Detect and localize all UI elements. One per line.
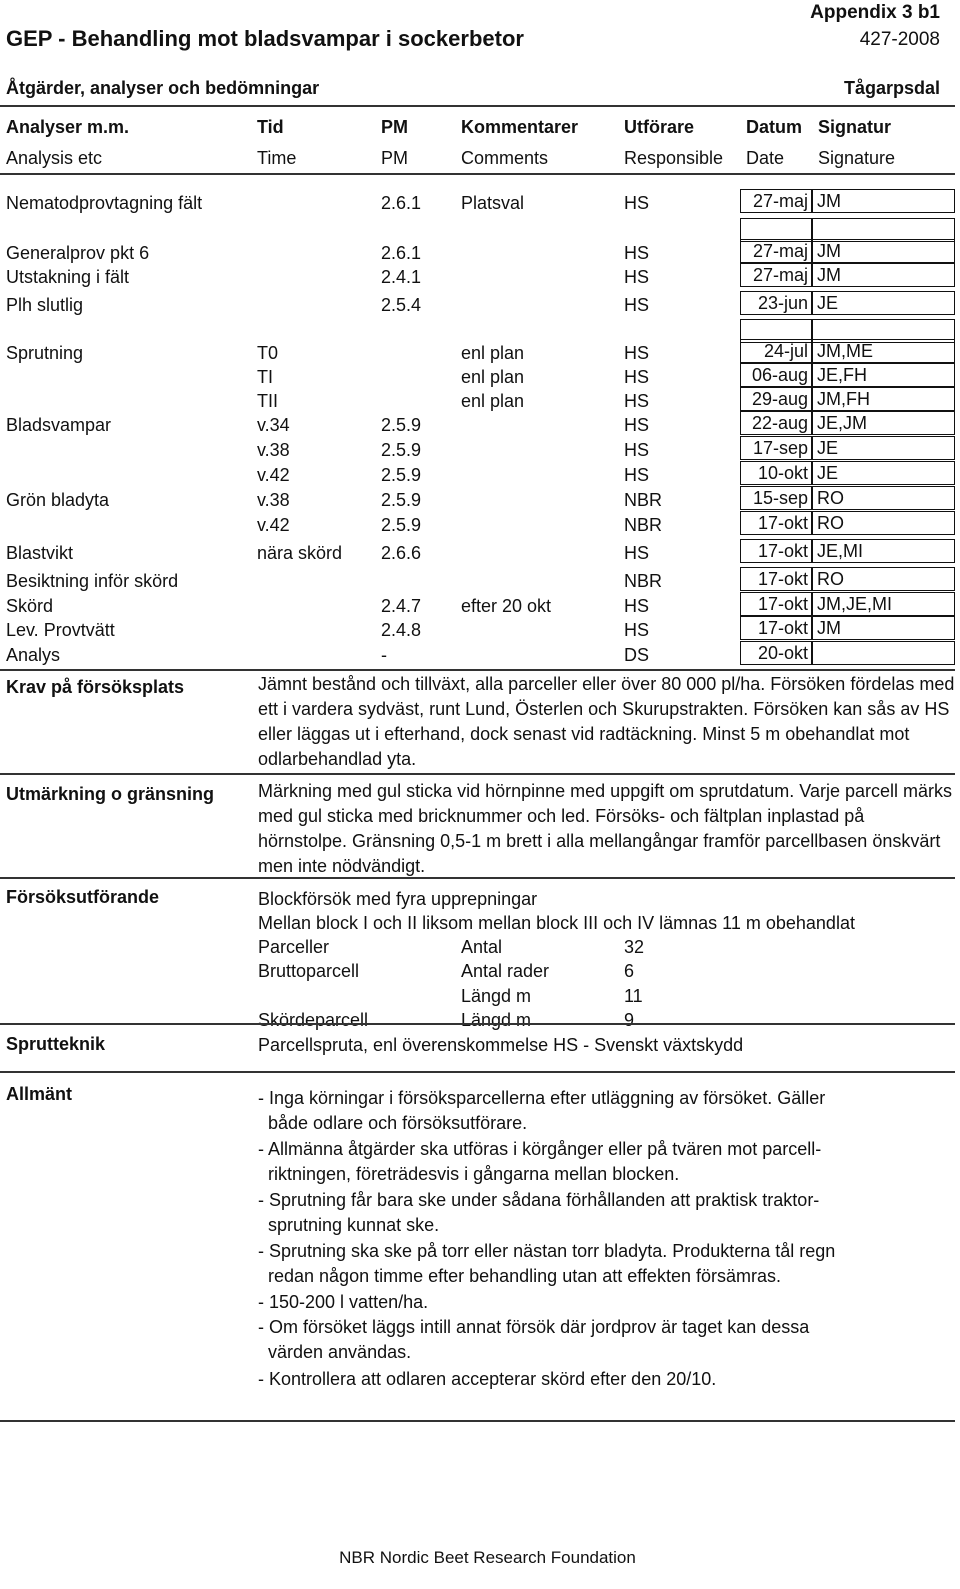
- cell-time: v.38: [257, 440, 290, 460]
- divider: [0, 105, 955, 107]
- cell-pm: 2.5.9: [381, 465, 422, 485]
- cell-signature: JM: [812, 616, 955, 640]
- cell-pm: 2.5.9: [381, 415, 422, 435]
- cell-comment: enl plan: [461, 367, 525, 387]
- empty-cell: [740, 319, 812, 343]
- cell-name: Lev. Provtvätt: [6, 620, 115, 640]
- cell-date: 17-okt: [740, 539, 812, 563]
- cell-signature: JE: [812, 436, 955, 460]
- cell-time: nära skörd: [257, 543, 343, 563]
- cell-date: 29-aug: [740, 387, 812, 411]
- cell-resp: HS: [624, 193, 650, 213]
- column-header: Time: [257, 148, 297, 168]
- cell-date: 20-okt: [740, 641, 812, 665]
- cell-pm: 2.6.1: [381, 193, 422, 213]
- section-label-utmarkning: Utmärkning o gränsning: [6, 784, 215, 804]
- cell-name: Analys: [6, 645, 61, 665]
- cell-signature: JM: [812, 239, 955, 263]
- cell-time: v.34: [257, 415, 290, 435]
- forsok-grid-cell: Parceller: [258, 937, 330, 957]
- cell-resp: HS: [624, 295, 650, 315]
- cell-pm: 2.4.7: [381, 596, 422, 616]
- section-label-sprutteknik: Sprutteknik: [6, 1034, 106, 1054]
- cell-signature: JM: [812, 189, 955, 213]
- cell-resp: NBR: [624, 515, 663, 535]
- allmant-item: - Allmänna åtgärder ska utföras i körgånger eller på tvären mot parcell-: [258, 1139, 822, 1159]
- cell-pm: 2.4.8: [381, 620, 422, 640]
- cell-time: T0: [257, 343, 279, 363]
- cell-name: Besiktning inför skörd: [6, 571, 179, 591]
- allmant-item: - Inga körningar i försöksparcellerna efter utläggning av försöket. Gäller: [258, 1088, 826, 1108]
- allmant-item: redan någon timme efter behandling utan att effekten försämras.: [258, 1266, 781, 1286]
- cell-date: 23-jun: [740, 291, 812, 315]
- allmant-item: värden användas.: [258, 1342, 412, 1362]
- cell-date: 15-sep: [740, 486, 812, 510]
- column-header: Signature: [818, 148, 896, 168]
- empty-cell: [812, 319, 955, 343]
- forsok-grid-cell: 11: [624, 986, 643, 1006]
- cell-pm: 2.5.9: [381, 515, 422, 535]
- cell-signature: RO: [812, 511, 955, 535]
- cell-date: 22-aug: [740, 411, 812, 435]
- cell-name: Blastvikt: [6, 543, 74, 563]
- cell-resp: DS: [624, 645, 650, 665]
- column-header: Date: [746, 148, 785, 168]
- cell-signature: JM,ME: [812, 339, 955, 363]
- section-text-krav: Jämnt bestånd och tillväxt, alla parceller eller över 80 000 pl/ha. Försöken fördelas med ett i vardera sydväst, runt Lund, Österlen och Skurupstrakten. Försöken kan sås av HS eller läggas ut i efterhand, dock senast vid radtäckning. Minst 5 m obehandlat mot odlarbehandlad yta.: [258, 674, 955, 769]
- cell-date: 27-maj: [740, 263, 812, 287]
- cell-comment: enl plan: [461, 343, 525, 363]
- cell-resp: HS: [624, 543, 650, 563]
- cell-signature: JE,JM: [812, 411, 955, 435]
- cell-signature: RO: [812, 567, 955, 591]
- forsok-grid-cell: Bruttoparcell: [258, 961, 360, 981]
- forsok-grid-cell: 9: [624, 1010, 635, 1030]
- forsok-grid-cell: Längd m: [461, 1010, 532, 1030]
- forsok-grid-cell: 32: [624, 937, 645, 957]
- divider: [0, 173, 955, 175]
- appendix-label: Appendix 3 b1: [810, 2, 940, 23]
- cell-resp: HS: [624, 440, 650, 460]
- allmant-item: sprutning kunnat ske.: [258, 1215, 440, 1235]
- page-subtitle: Åtgärder, analyser och bedömningar: [6, 78, 320, 98]
- forsok-line-2: Mellan block I och II liksom mellan block III och IV lämnas 11 m obehandlat: [258, 913, 855, 933]
- column-header: Utförare: [624, 117, 695, 137]
- cell-signature: RO: [812, 486, 955, 510]
- cell-date: 17-okt: [740, 567, 812, 591]
- divider: [0, 773, 955, 775]
- cell-date: 27-maj: [740, 239, 812, 263]
- column-header: Analysis etc: [6, 148, 103, 168]
- allmant-item: - Sprutning får bara ske under sådana förhållanden att praktisk traktor-: [258, 1190, 820, 1210]
- cell-resp: HS: [624, 243, 650, 263]
- cell-resp: HS: [624, 596, 650, 616]
- cell-name: Utstakning i fält: [6, 267, 130, 287]
- cell-comment: efter 20 okt: [461, 596, 552, 616]
- cell-time: TI: [257, 367, 273, 387]
- forsok-grid-cell: Längd m: [461, 986, 532, 1006]
- footer: NBR Nordic Beet Research Foundation: [339, 1548, 636, 1567]
- cell-resp: HS: [624, 415, 650, 435]
- column-header: Tid: [257, 117, 284, 137]
- allmant-item: - 150-200 l vatten/ha.: [258, 1292, 429, 1312]
- cell-comment: enl plan: [461, 391, 525, 411]
- divider: [0, 669, 955, 671]
- cell-date: 17-okt: [740, 511, 812, 535]
- cell-pm: 2.5.9: [381, 440, 422, 460]
- cell-signature: JE: [812, 461, 955, 485]
- cell-resp: HS: [624, 620, 650, 640]
- cell-signature: JM,FH: [812, 387, 955, 411]
- cell-signature: JE,MI: [812, 539, 955, 563]
- cell-name: Bladsvampar: [6, 415, 112, 435]
- cell-signature: [812, 641, 955, 665]
- cell-name: Sprutning: [6, 343, 84, 363]
- cell-pm: 2.5.9: [381, 490, 422, 510]
- cell-signature: JE: [812, 291, 955, 315]
- cell-pm: 2.6.1: [381, 243, 422, 263]
- cell-time: v.42: [257, 465, 290, 485]
- cell-pm: 2.4.1: [381, 267, 422, 287]
- column-header: Comments: [461, 148, 549, 168]
- forsok-line-1: Blockförsök med fyra upprepningar: [258, 889, 538, 909]
- cell-time: v.42: [257, 515, 290, 535]
- column-header: Kommentarer: [461, 117, 579, 137]
- cell-comment: Platsval: [461, 193, 525, 213]
- column-header: PM: [381, 148, 408, 168]
- divider: [0, 1071, 955, 1073]
- forsok-grid-cell: 6: [624, 961, 635, 981]
- forsok-grid-cell: Skördeparcell: [258, 1010, 369, 1030]
- allmant-item: - Kontrollera att odlaren accepterar skörd efter den 20/10.: [258, 1369, 717, 1389]
- forsok-grid-cell: Antal: [461, 937, 503, 957]
- column-header: PM: [381, 117, 408, 137]
- cell-date: 10-okt: [740, 461, 812, 485]
- cell-pm: 2.5.4: [381, 295, 422, 315]
- page-title: GEP - Behandling mot bladsvampar i sockerbetor: [6, 26, 524, 51]
- cell-resp: HS: [624, 391, 650, 411]
- section-text-utmarkning: Märkning med gul sticka vid hörnpinne med uppgift om sprutdatum. Varje parcell märks med gul sticka med bricknummer och led. Försöks- och fältplan inplastad på hörnstolpe. Gränsning 0,5-1 m brett i alla mellangångar framför parcellbasen önskvärt men inte nödvändigt.: [258, 781, 952, 876]
- cell-pm: -: [381, 645, 387, 665]
- cell-date: 27-maj: [740, 189, 812, 213]
- cell-resp: NBR: [624, 490, 663, 510]
- cell-date: 17-okt: [740, 616, 812, 640]
- document-code: 427-2008: [859, 29, 940, 50]
- cell-date: 17-okt: [740, 592, 812, 616]
- section-text-sprutteknik: Parcellspruta, enl överenskommelse HS - Svenskt växtskydd: [258, 1035, 744, 1055]
- allmant-item: riktningen, företrädesvis i gångarna mellan blocken.: [258, 1164, 680, 1184]
- divider: [0, 1420, 955, 1422]
- section-label-krav: Krav på försöksplats: [6, 677, 185, 697]
- forsok-grid-cell: Antal rader: [461, 961, 550, 981]
- column-header: Responsible: [624, 148, 724, 168]
- empty-cell: [740, 218, 812, 242]
- column-header: Analyser m.m.: [6, 117, 130, 137]
- cell-pm: 2.6.6: [381, 543, 422, 563]
- cell-signature: JE,FH: [812, 363, 955, 387]
- empty-cell: [812, 218, 955, 242]
- cell-date: 06-aug: [740, 363, 812, 387]
- column-header: Signatur: [818, 117, 892, 137]
- cell-resp: NBR: [624, 571, 663, 591]
- cell-resp: HS: [624, 367, 650, 387]
- column-header: Datum: [746, 117, 803, 137]
- cell-resp: HS: [624, 267, 650, 287]
- cell-time: v.38: [257, 490, 290, 510]
- location-label: Tågarpsdal: [843, 78, 940, 98]
- divider: [0, 877, 955, 879]
- cell-resp: HS: [624, 343, 650, 363]
- divider: [0, 1023, 955, 1025]
- cell-signature: JM,JE,MI: [812, 592, 955, 616]
- cell-signature: JM: [812, 263, 955, 287]
- cell-time: TII: [257, 391, 278, 411]
- cell-name: Nematodprovtagning fält: [6, 193, 203, 213]
- cell-name: Skörd: [6, 596, 54, 616]
- cell-name: Plh slutlig: [6, 295, 84, 315]
- allmant-item: - Sprutning ska ske på torr eller nästan torr bladyta. Produkterna tål regn: [258, 1241, 836, 1261]
- section-label-allmant: Allmänt: [6, 1084, 73, 1104]
- cell-date: 17-sep: [740, 436, 812, 460]
- allmant-item: både odlare och försöksutförare.: [258, 1113, 528, 1133]
- cell-name: Generalprov pkt 6: [6, 243, 150, 263]
- allmant-item: - Om försöket läggs intill annat försök där jordprov är taget kan dessa: [258, 1317, 810, 1337]
- cell-name: Grön bladyta: [6, 490, 110, 510]
- cell-resp: HS: [624, 465, 650, 485]
- cell-date: 24-jul: [740, 339, 812, 363]
- section-label-forsok: Försöksutförande: [6, 887, 160, 907]
